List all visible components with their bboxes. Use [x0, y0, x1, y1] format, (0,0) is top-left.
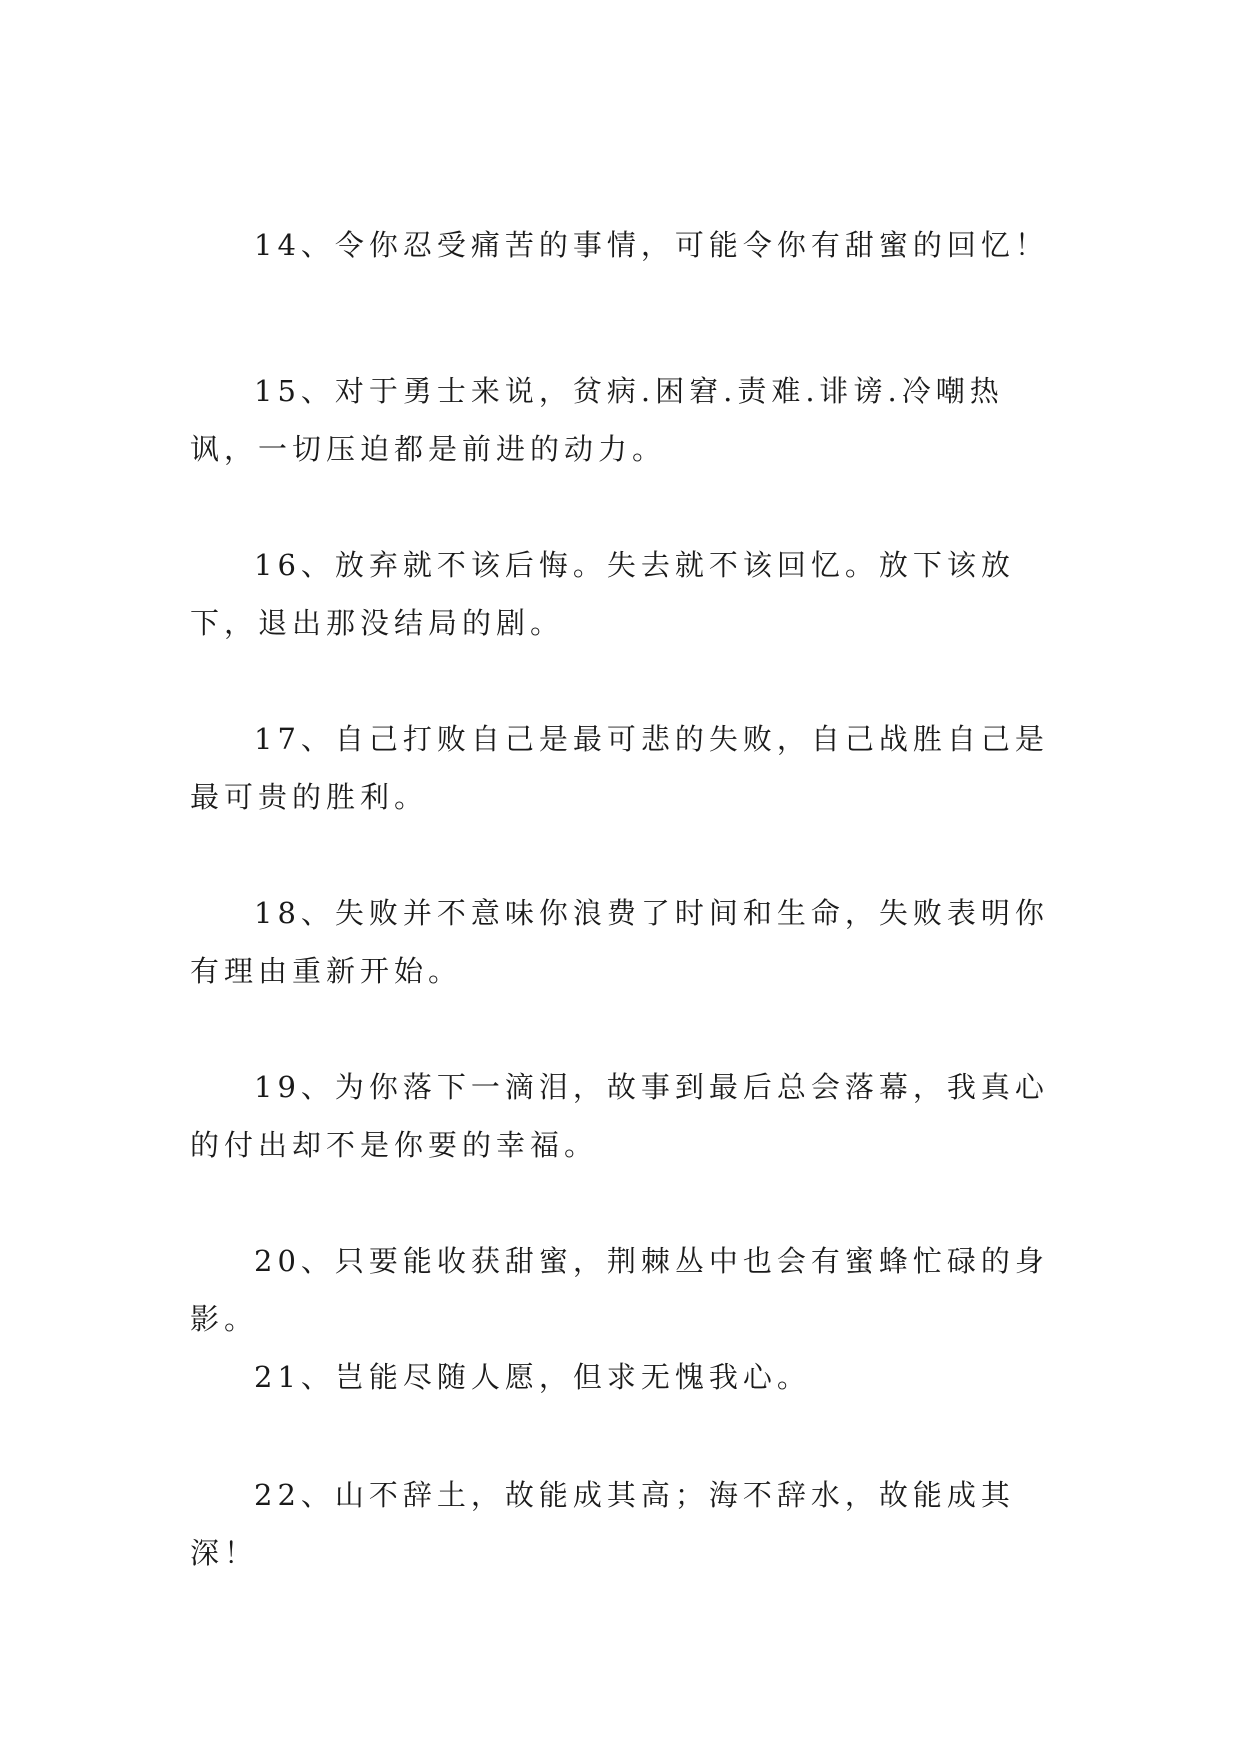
quote-item-20: 20、只要能收获甜蜜，荆棘丛中也会有蜜蜂忙碌的身影。 — [190, 1244, 1049, 1336]
quote-item-17: 17、自己打败自己是最可悲的失败，自己战胜自己是最可贵的胜利。 — [190, 722, 1049, 814]
quote-item-18: 18、失败并不意味你浪费了时间和生命，失败表明你有理由重新开始。 — [190, 896, 1049, 988]
quote-item-15: 15、对于勇士来说，贫病.困窘.责难.诽谤.冷嘲热讽，一切压迫都是前进的动力。 — [190, 374, 1004, 466]
quote-item-21: 21、岂能尽随人愿，但求无愧我心。 — [254, 1360, 811, 1394]
quote-item-19: 19、为你落下一滴泪，故事到最后总会落幕，我真心的付出却不是你要的幸福。 — [190, 1070, 1049, 1162]
quote-item-22: 22、山不辞土，故能成其高；海不辞水，故能成其深！ — [190, 1478, 1015, 1570]
quote-item-14: 14、令你忍受痛苦的事情，可能令你有甜蜜的回忆！ — [254, 228, 1049, 262]
quote-item-16: 16、放弃就不该后悔。失去就不该回忆。放下该放下，退出那没结局的剧。 — [190, 548, 1015, 640]
